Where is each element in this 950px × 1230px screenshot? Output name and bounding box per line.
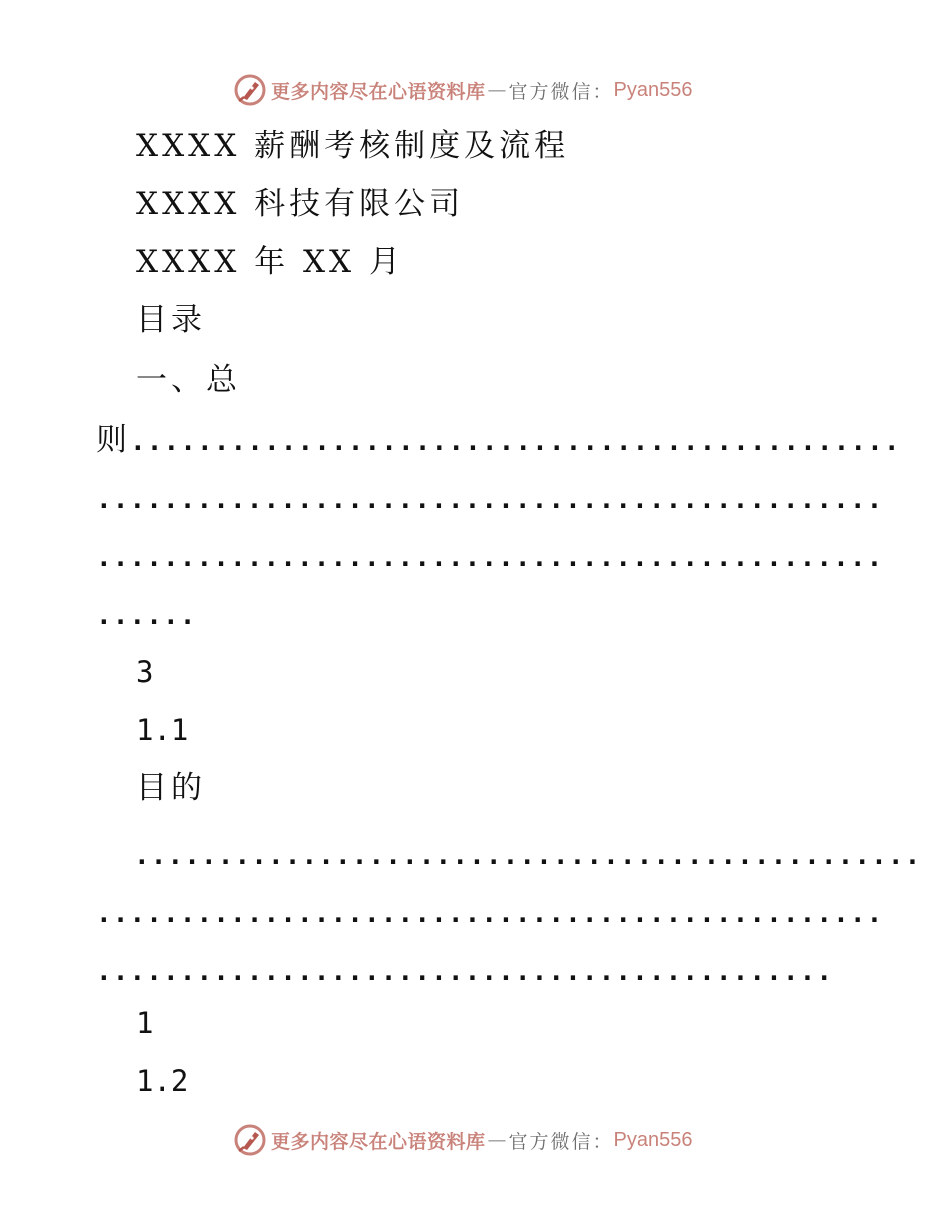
toc-item-1-2-number: 1.2 [136,1064,189,1098]
banner-dash: — [487,79,507,101]
pen-nib-logo-icon [233,1123,267,1157]
document-date: XXXX 年 XX 月 [136,244,404,280]
toc-heading: 目录 [136,302,206,338]
toc-leader-dots: ...... [96,601,197,631]
toc-leader-dots: .............................................. [130,427,901,457]
document-title: XXXX 薪酬考核制度及流程 [136,128,570,164]
toc-item-1-1-page: 1 [136,1006,154,1040]
footer-banner [233,1122,693,1158]
banner-wechat-label: 官方微信： [508,80,614,103]
banner-dash: — [487,1129,507,1151]
toc-section-1-prefix: 一、总 [136,362,241,398]
banner-promo-text: 更多内容尽在心语资料库 [271,80,486,103]
toc-leader-dots: ............................................ [96,957,834,987]
pen-nib-logo-icon [233,73,267,107]
banner-promo-text: 更多内容尽在心语资料库 [271,1130,486,1153]
toc-leader-dots: ............................................... [96,485,884,515]
toc-leader-dots: ............................................... [96,543,884,573]
toc-leader-dots: ............................................... [134,841,922,871]
toc-item-1-1-number: 1.1 [136,713,189,747]
banner-wechat-id: Pyan556 [613,1128,693,1151]
toc-section-1-suffix: 则 [96,422,131,458]
toc-leader-dots: ............................................... [96,899,884,929]
toc-section-1-page: 3 [136,655,154,689]
banner-wechat-id: Pyan556 [613,78,693,101]
header-banner [233,72,693,108]
toc-item-1-1-title: 目的 [136,770,206,806]
company-name: XXXX 科技有限公司 [136,186,465,222]
banner-wechat-label: 官方微信： [508,1130,614,1153]
